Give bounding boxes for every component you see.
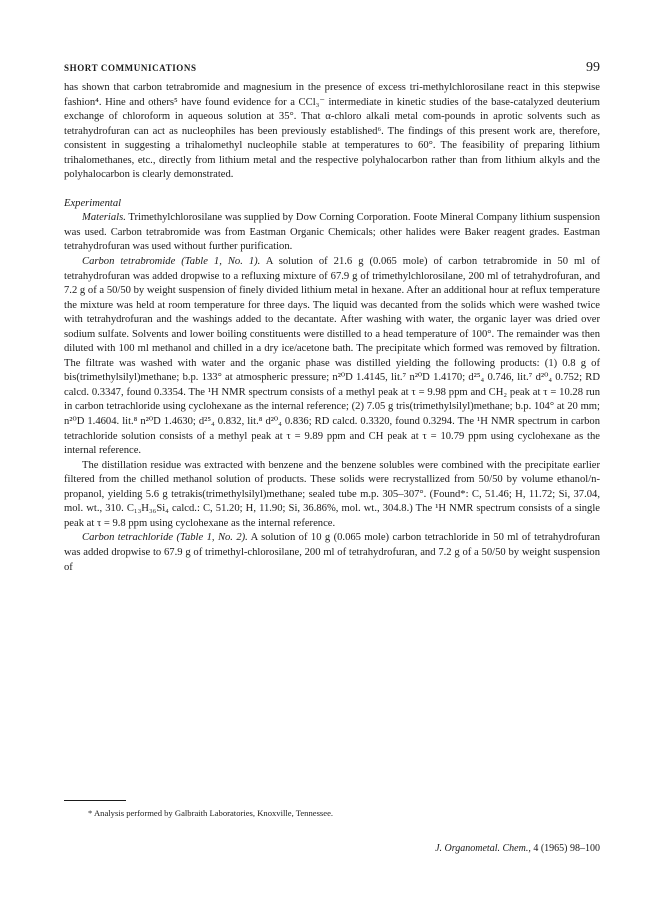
materials-paragraph (64, 211, 600, 255)
carbon-tetrabromide-paragraph (64, 255, 600, 459)
carbon-tetrachloride-text: A solution of 10 g (0.065 mole) carbon tetrachloride in 50 ml of tetrahydrofuran was added dropwise to 67.9 g of trimethyl-chlorosilane, 200 ml of tetrahydrofuran, and 7.2 g of a 50/50 by weight suspension of (64, 532, 601, 573)
footnote-divider (64, 800, 126, 801)
materials-label: Materials. (82, 212, 126, 224)
journal-details: 4 (1965) 98–100 (530, 843, 600, 854)
page-number: 99 (586, 60, 600, 75)
section-heading-experimental: Experimental (64, 197, 122, 209)
distillation-paragraph: The distillation residue was extracted with benzene and the benzene solubles were combined with the precipitate earlier filtered from the chilled methanol solution of products. These solids were recrystallized from 50/50 by volume ethanol/n-propanol, yielding 5.6 g tetrakis(trimethylsilyl)methane; sealed tube m.p. 305–307°. (Found*: C, 51.46; H, 11.72; Si, 37.04, mol. wt., 310. C₁₃H₃₆Si₄ calcd.: C, 51.20; H, 11.90; Si, 36.86%, mol. wt., 304.8.) The ¹H NMR spectrum consists of a single peak at τ = 9.8 ppm using cyclohexane as the internal reference. (64, 459, 600, 529)
intro-paragraph: has shown that carbon tetrabromide and magnesium in the presence of excess tri-methylchlorosilane react in this stepwise fashion⁴. Hine and others⁵ have found evidence for a CCl₃⁻ intermediate in kinetic studies of the base-catalyzed deuterium exchange of chloroform in aqueous solution at 35°. That α-chloro alkali metal com-pounds in aprotic solvents such as tetrahydrofuran can act as nucleophiles has been previously established⁶. The findings of this present work are, therefore, consistent in suggesting a trihalomethyl nucleophile stable at temperatures to 60°. The feasibility of preparing lithium trihalomethanes, etc., directly from lithium metal and the respective polyhalocarbon rather than from lithium alkyls and the polyhalocarbon is clearly demonstrated. (64, 82, 600, 181)
journal-name: J. Organometal. Chem., (435, 843, 531, 854)
carbon-tetrachloride-paragraph (64, 531, 600, 575)
carbon-tetrabromide-text: A solution of 21.6 g (0.065 mole) of carbon tetrabromide in 50 ml of tetrahydrofuran was added dropwise to a refluxing mixture of 67.9 g of trimethylchlorosilane, 200 ml of tetrahydrofuran, and 7.2 g of a 50/50 by weight suspension of finely divided lithium metal in hexane. After an additional hour at reflux temperature the mixture was held at room temperature for three days. The liquid was decanted from the solids which were washed twice with tetrahydrofuran and the washings added to the decantate. After washing with water, the organic layer was dried over sodium sulfate. Solvents and lower boiling constituents were distilled to a head temperature of 100°. The remainder was then diluted with 100 ml methanol and chilled in a dry ice/acetone bath. The precipitate which formed was removed by filtration. The filtrate was washed with water and the organic phase was distilled yielding the following products: (1) 0.8 g of bis(trimethylsilyl)methane; b.p. 133° at atmospheric pressure; n²⁰D 1.4145, lit.⁷ n²⁰D 1.4170; d²⁵₄ 0.746, lit.⁷ d²⁰₄ 0.752; RD calcd. 0.3347, found 0.3354. The ¹H NMR spectrum consists of a methyl peak at τ = 9.98 ppm and CH₂ peak at τ = 10.28 run in carbon tetrachloride using cyclohexane as the internal reference; (2) 7.05 g tris(trimethylsilyl)methane; b.p. 104° at 20 mm; n²⁰D 1.4604. lit.⁸ n²⁰D 1.4630; d²⁵₄ 0.832, lit.⁸ d²⁰₄ 0.836; RD calcd. 0.3320, found 0.3294. The ¹H NMR spectrum in carbon tetrachloride solution consists of a methyl peak at τ = 9.89 ppm and CH peak at τ = 10.79 ppm using cyclohexane as the internal reference. (64, 256, 600, 457)
journal-citation (435, 843, 600, 854)
carbon-tetrachloride-label: Carbon tetrachloride (Table 1, No. 2). (82, 532, 248, 544)
materials-text: Trimethylchlorosilane was supplied by Dow Corning Corporation. Foote Mineral Company lithium suspension was used. Carbon tetrabromide was from Eastman Organic Chemicals; other halides were Baker reagent grades. Eastman tetrahydrofuran was used without further purification. (64, 212, 600, 253)
page-header (64, 60, 600, 76)
carbon-tetrabromide-label: Carbon tetrabromide (Table 1, No. 1). (82, 256, 261, 268)
footnote: * Analysis performed by Galbraith Laboratories, Knoxville, Tennessee. (88, 808, 334, 818)
article-body (64, 81, 600, 575)
running-head: SHORT COMMUNICATIONS (64, 63, 197, 73)
section-gap (64, 183, 600, 197)
